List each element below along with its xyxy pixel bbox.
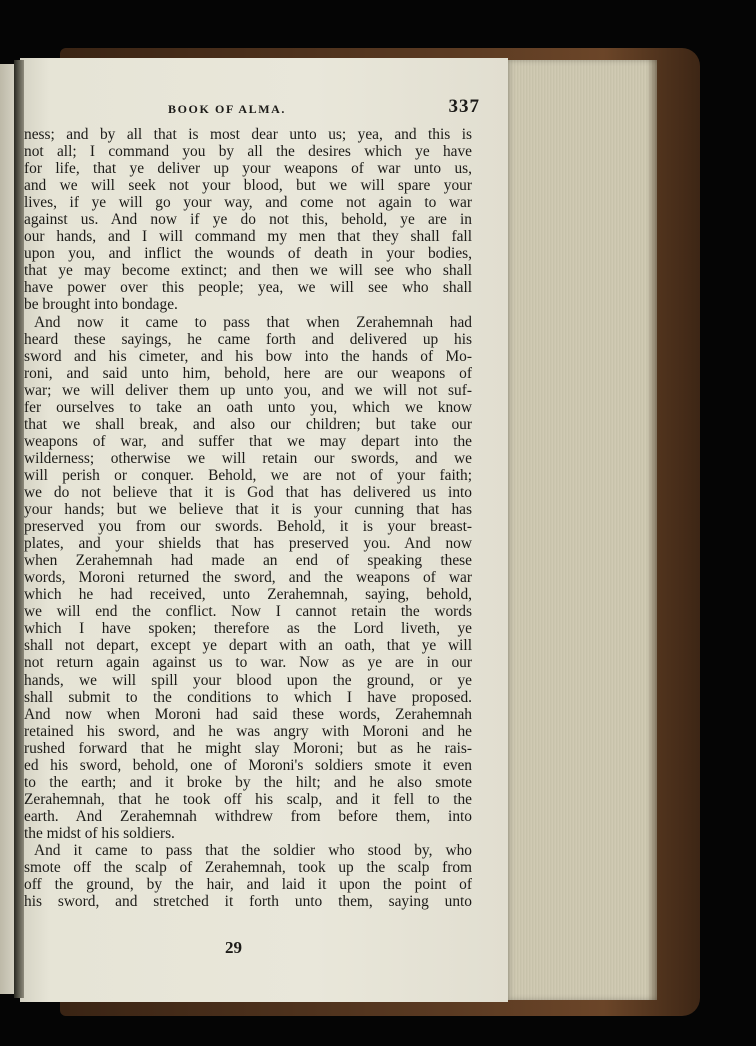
text-line: upon you, and inflict the wounds of death in your bodies,: [24, 245, 472, 263]
text-line: and we will seek not your blood, but we will spare your: [24, 177, 472, 195]
signature-mark: 29: [225, 938, 242, 957]
text-line: to the earth; and it broke by the hilt; and he also smote: [24, 773, 472, 791]
text-line: for life, that ye deliver up your weapons of war unto us,: [24, 160, 472, 178]
text-line: Zerahemnah, that he took off his scalp, and it fell to the: [24, 790, 472, 808]
text-line: not return again against us to war. Now as ye are in our: [24, 654, 472, 672]
text-line: we do not believe that it is God that has delivered us into: [24, 483, 472, 501]
text-line: off the ground, by the hair, and laid it upon the point of: [24, 876, 472, 894]
text-line: that ye may become extinct; and then we will see who shall: [24, 262, 472, 280]
page-block-edges: [505, 60, 657, 1000]
text-line: his sword, and stretched it forth unto them, saying unto: [24, 893, 472, 911]
text-line: that we shall break, and also our children; but take our: [24, 415, 472, 433]
text-line: which I have spoken; therefore as the Lord liveth, ye: [24, 620, 472, 638]
paragraph-start: And now it came to pass that when Zerahemnah had: [34, 313, 472, 331]
text-line: will perish or conquer. Behold, we are not of your faith;: [24, 466, 472, 484]
text-line: retained his sword, and he was angry with Moroni and he: [24, 722, 472, 740]
paragraph-start: And it came to pass that the soldier who stood by, who: [34, 841, 472, 859]
text-line: rushed forward that he might slay Moroni; but as he rais-: [24, 739, 472, 757]
text-line: not all; I command you by all the desires which ye have: [24, 143, 472, 161]
text-line: sword and his cimeter, and his bow into the hands of Mo-: [24, 347, 472, 365]
text-line: words, Moroni returned the sword, and the weapons of war: [24, 569, 472, 587]
page-number: 337: [448, 96, 480, 117]
running-head: BOOK OF ALMA.: [168, 102, 287, 116]
text-line: earth. And Zerahemnah withdrew from before them, into: [24, 807, 472, 825]
text-line: heard these sayings, he came forth and delivered up his: [24, 330, 472, 348]
text-line: roni, and said unto him, behold, here are our weapons of: [24, 364, 472, 382]
printed-page: [20, 58, 508, 1002]
text-line: wilderness; otherwise we will retain our swords, and we: [24, 449, 472, 467]
text-line: And now when Moroni had said these words, Zerahemnah: [24, 705, 472, 723]
text-line: shall submit to the conditions to which I have proposed.: [24, 688, 472, 706]
text-line: when Zerahemnah had made an end of speaking these: [24, 552, 472, 570]
page-header: [24, 92, 480, 126]
text-line: shall not depart, except ye depart with an oath, that ye will: [24, 637, 472, 655]
text-line: against us. And now if ye do not this, behold, ye are in: [24, 211, 472, 229]
text-line: weapons of war, and suffer that we may depart into the: [24, 432, 472, 450]
text-line: the midst of his soldiers.: [24, 824, 175, 842]
text-line: be brought into bondage.: [24, 296, 178, 314]
text-line: lives, if ye will go your way, and come not again to war: [24, 194, 472, 212]
text-line: which he had received, unto Zerahemnah, saying, behold,: [24, 586, 472, 604]
text-line: fer ourselves to take an oath unto you, which we know: [24, 398, 472, 416]
text-line: war; we will deliver them up unto you, and we will not suf-: [24, 381, 472, 399]
text-line: we will end the conflict. Now I cannot retain the words: [24, 603, 472, 621]
text-line: your hands; but we believe that it is your cunning that has: [24, 501, 472, 519]
text-line: preserved you from our swords. Behold, it is your breast-: [24, 518, 472, 536]
text-line: ed his sword, behold, one of Moroni's soldiers smote it even: [24, 756, 472, 774]
text-line: hands, we will spill your blood upon the ground, or ye: [24, 671, 472, 689]
text-line: ness; and by all that is most dear unto us; yea, and this is: [24, 126, 472, 143]
text-line: our hands, and I will command my men that they shall fall: [24, 228, 472, 246]
text-line: smote off the scalp of Zerahemnah, took up the scalp from: [24, 859, 472, 877]
text-line: have power over this people; yea, we will see who shall: [24, 279, 472, 297]
body-text: [24, 126, 470, 910]
gutter-shadow: [14, 60, 24, 998]
text-line: plates, and your shields that has preserved you. And now: [24, 535, 472, 553]
